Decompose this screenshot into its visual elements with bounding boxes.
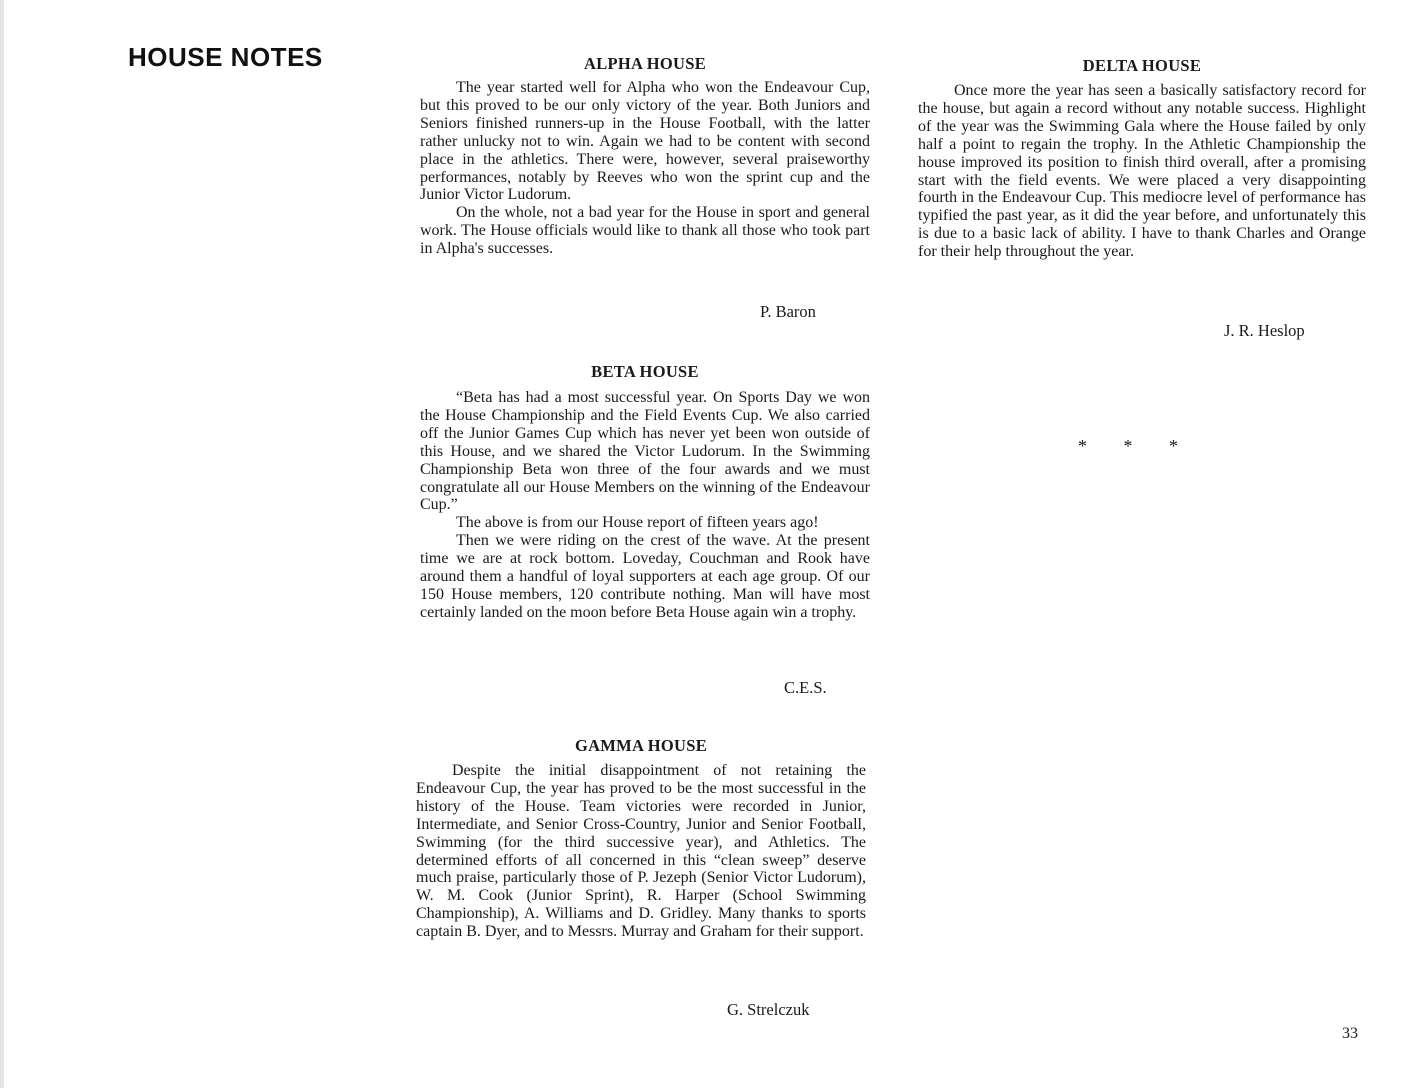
beta-house-signature: C.E.S.	[784, 678, 827, 697]
beta-house-paragraph-3: Then we were riding on the crest of the wave. At the present time we are at rock bottom. Loveday, Couchman and Rook have around them a handful of loyal supporters at each age group. Of our 150 House members, 120 contribute nothing. Man will have most certainly landed on the moon before Beta House again win a trophy.	[420, 532, 870, 621]
alpha-house-section	[420, 54, 870, 258]
beta-house-paragraph-2: The above is from our House report of fifteen years ago!	[456, 514, 819, 532]
alpha-house-paragraph-2: On the whole, not a bad year for the House in sport and general work. The House officials would like to thank all those who took part in Alpha's successes.	[420, 204, 870, 258]
beta-house-paragraph-1: “Beta has had a most successful year. On Sports Day we won the House Championship and the Field Events Cup. We also carried off the Junior Games Cup which has never yet been won outside of this House, and we shared the Victor Ludorum. In the Swimming Championship Beta won three of the four awards and we must congratulate all our House Members on the winning of the Endeavour Cup.”	[420, 389, 870, 514]
alpha-house-title: ALPHA HOUSE	[583, 54, 707, 73]
gamma-house-signature: G. Strelczuk	[727, 1000, 810, 1019]
gamma-house-section	[416, 736, 866, 941]
delta-house-signature: J. R. Heslop	[1224, 321, 1305, 340]
delta-house-title: DELTA HOUSE	[1082, 56, 1202, 75]
alpha-house-paragraph-1: The year started well for Alpha who won the Endeavour Cup, but this proved to be our only victory of the year. Both Juniors and Seniors finished runners-up in the House Football, with the latter rather unlucky not to win. Again we had to be content with second place in the athletics. There were, however, several praiseworthy performances, notably by Reeves who won the sprint cup and the Junior Victor Ludorum.	[420, 79, 870, 204]
delta-house-section	[918, 56, 1366, 261]
page-number: 33	[1342, 1025, 1358, 1042]
section-divider: * * *	[1078, 436, 1178, 456]
page-edge	[0, 0, 4, 1088]
page-heading: HOUSE NOTES	[128, 42, 323, 72]
gamma-house-paragraph-1: Despite the initial disappointment of not retaining the Endeavour Cup, the year has proved to be the most successful in the history of the House. Team victories were recorded in Junior, Intermediate, and Senior Cross-Country, Junior and Senior Football, Swimming (for the third successive year), and Athletics. The determined efforts of all concerned in this “clean sweep” deserve much praise, particularly those of P. Jezeph (Senior Victor Ludorum), W. M. Cook (Junior Sprint), R. Harper (School Swimming Championship), A. Williams and D. Gridley. Many thanks to sports captain B. Dyer, and to Messrs. Murray and Graham for their support.	[416, 762, 866, 941]
gamma-house-title: GAMMA HOUSE	[574, 736, 708, 755]
alpha-house-signature: P. Baron	[760, 302, 816, 321]
delta-house-paragraph-1: Once more the year has seen a basically satisfactory record for the house, but again a record without any notable success. Highlight of the year was the Swimming Gala where the House failed by only half a point to regain the trophy. In the Athletic Championship the house improved its position to finish third overall, after a promising start with the field events. We were placed a very disappointing fourth in the Endeavour Cup. This mediocre level of performance has typified the past year, as it did the year before, and unfortunately this is due to a basic lack of ability. I have to thank Charles and Orange for their help throughout the year.	[918, 82, 1366, 261]
beta-house-title: BETA HOUSE	[591, 362, 699, 381]
beta-house-section	[420, 362, 870, 622]
